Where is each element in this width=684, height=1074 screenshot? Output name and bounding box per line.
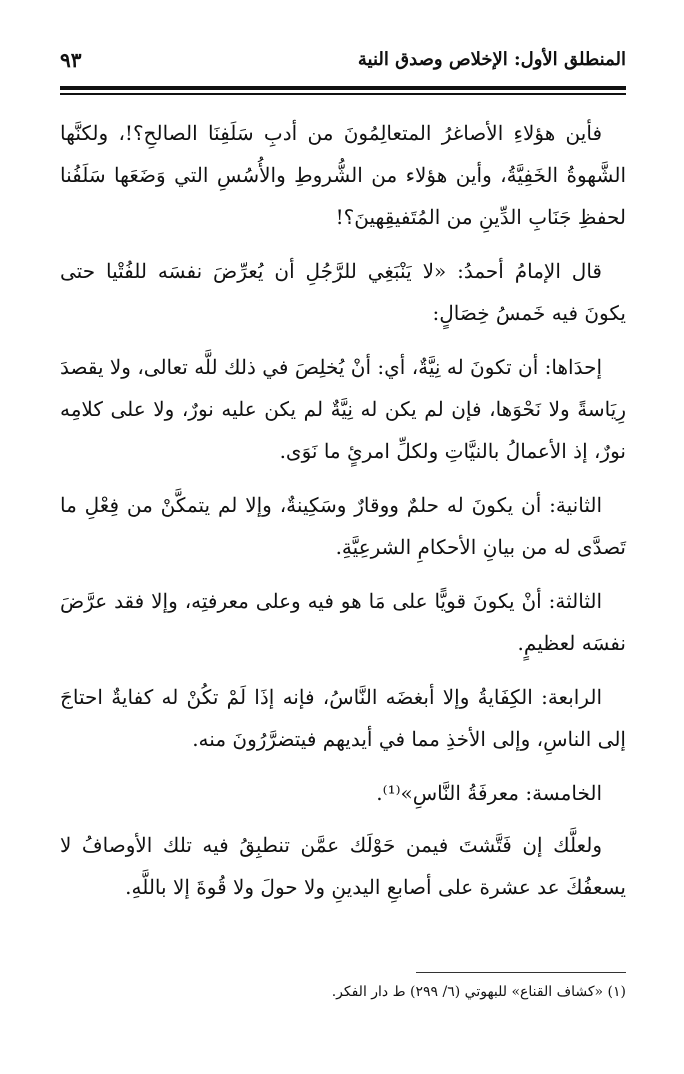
paragraph-first-trait: إحدَاها: أن تكونَ له نِيَّةٌ، أي: أنْ يُخلِصَ في ذلك للَّه تعالى، ولا يقصدَ رِيَاسةً ولا نَحْوَها، فإن لم يكن له نِيَّةٌ لم يكن عليه نورٌ، ولا على كلامِه نورٌ، إذ الأعمالُ بالنيَّاتِ ولكلِّ امرئٍ ما نَوَى. <box>60 355 626 463</box>
footnote-divider <box>416 972 626 973</box>
paragraph-third-trait: الثالثة: أنْ يكونَ قويًّا على مَا هو فيه وعلى معرفتِه، وإلا فقد عرَّضَ نفسَه لعظيمٍ. <box>60 589 626 655</box>
header-divider-thick <box>60 86 626 90</box>
paragraph-imam-ahmad-quote: قال الإمامُ أحمدُ: «لا يَنْبَغِي للرَّجُلِ أن يُعرِّضَ نفسَه للفُتْيا حتى يكونَ فيه خَمسُ خِصَالٍ: <box>60 259 626 325</box>
paragraph-fourth-trait: الرابعة: الكِفَايةُ وإلا أبغضَه النَّاسُ، فإنه إذَا لَمْ تكُنْ له كفايةٌ احتاجَ إلى الناسِ، وإلى الأخذِ مما في أيديهم فيتضرَّرُونَ منه. <box>60 685 626 751</box>
header-divider <box>60 86 626 96</box>
footnote: (١) «كشاف القناع» للبهوتي (٦/ ٢٩٩) ط دار الفكر. <box>331 984 626 1000</box>
page-number: ٩٣ <box>60 48 82 72</box>
chapter-title: المنطلق الأول: الإخلاص وصدق النية <box>357 49 626 70</box>
paragraph-fifth-trait: الخامسة: معرفَةُ النَّاسِ»⁽¹⁾. <box>376 781 602 805</box>
paragraph-intro: فأين هؤلاءِ الأصاغرُ المتعالِمُونَ من أدبِ سَلَفِنَا الصالحِ؟!، ولكنَّها الشَّهوةُ الخَفِيَّةُ، وأين هؤلاء من الشُّروطِ والأُسُسِ التي وَضَعَها سَلَفُنا لحفظِ جَنَابِ الدِّينِ من المُتَفيقِهينَ؟! <box>60 121 626 229</box>
paragraph-conclusion: ولعلَّك إن فَتَّشتَ فيمن حَوْلَك عمَّن تنطبِقُ فيه تلك الأوصافُ لا يسعفُكَ عد عشرة على أصابعِ اليدينِ ولا حولَ ولا قُوةَ إلا باللَّهِ. <box>60 833 626 899</box>
running-header <box>60 40 626 80</box>
header-divider-thin <box>60 93 626 95</box>
paragraph-second-trait: الثانية: أن يكونَ له حلمٌ ووقارٌ وسَكِينةٌ، وإلا لم يتمكَّنْ من فِعْلِ ما تَصدَّى له من بيانِ الأحكامِ الشرعِيَّةِ. <box>60 493 626 559</box>
page-body <box>60 112 626 920</box>
